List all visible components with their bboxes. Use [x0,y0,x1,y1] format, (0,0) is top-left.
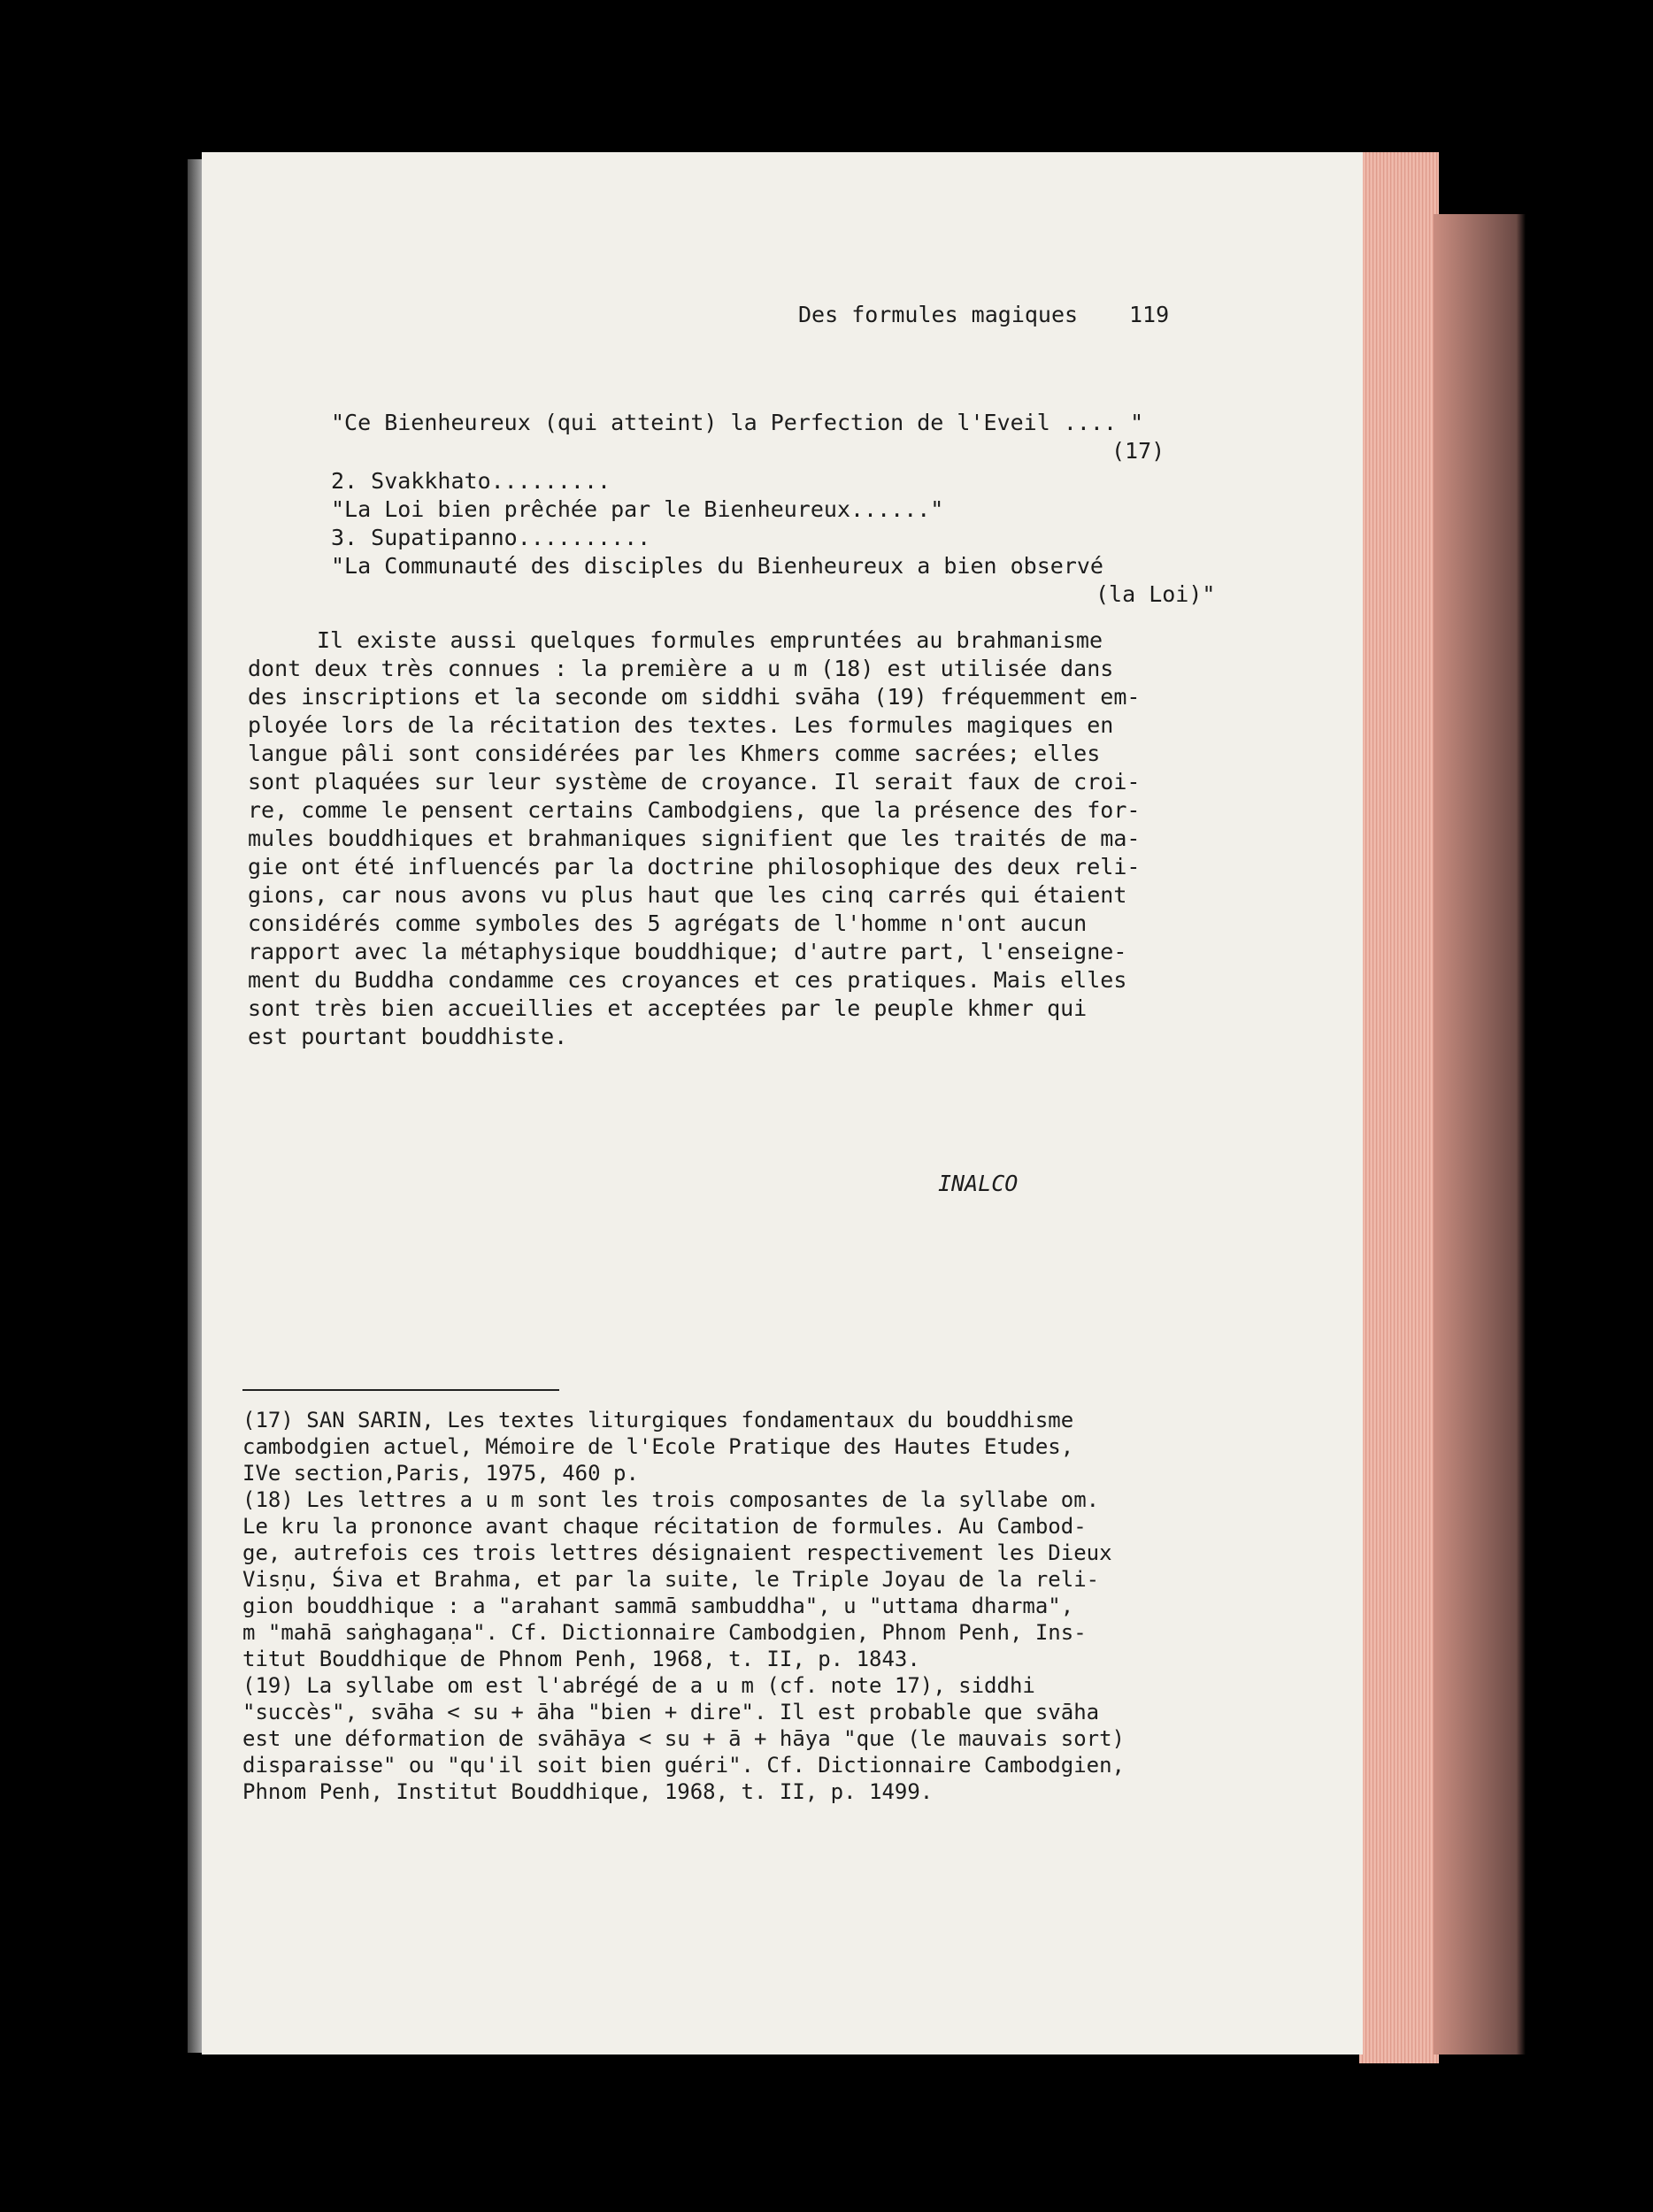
quote-line-2: 2. Svakkhato......... [331,468,611,494]
footnote-line: gion bouddhique : a "arahant sammā sambuddha", u "uttama dharma", [242,1594,1074,1618]
body-line: dont deux très connues : la première a u m (18) est utilisée dans [248,656,1114,681]
body-line: Il existe aussi quelques formules empruntées au brahmanisme [317,627,1103,653]
signature: INALCO [938,1171,1019,1196]
quote-line-6: (la Loi)" [1096,581,1216,607]
footnote-line: (18) Les lettres a u m sont les trois composantes de la syllabe om. [242,1487,1100,1512]
body-line: des inscriptions et la seconde om siddhi svāha (19) fréquemment em- [248,684,1141,710]
book-page-edges [1359,152,1439,2063]
quote-line-4: 3. Supatipanno.......... [331,525,651,550]
footnote-line: Phnom Penh, Institut Bouddhique, 1968, t. II, p. 1499. [242,1779,934,1804]
footnote-line: ge, autrefois ces trois lettres désignaient respectivement les Dieux [242,1540,1112,1565]
body-line: sont très bien accueillies et acceptées par le peuple khmer qui [248,995,1088,1021]
quote-ref-17: (17) [1111,438,1165,464]
footnote-rule [242,1389,559,1391]
body-line: re, comme le pensent certains Cambodgiens, que la présence des for- [248,797,1141,823]
body-line: est pourtant bouddhiste. [248,1024,568,1049]
running-title: Des formules magiques [798,302,1079,327]
body-line: langue pâli sont considérées par les Khmers comme sacrées; elles [248,741,1101,766]
body-line: ployée lors de la récitation des textes. Les formules magiques en [248,712,1114,738]
body-line: rapport avec la métaphysique bouddhique; d'autre part, l'enseigne- [248,939,1127,964]
body-line: gions, car nous avons vu plus haut que les cinq carrés qui étaient [248,882,1127,908]
footnote-line: IVe section,Paris, 1975, 460 p. [242,1461,639,1486]
footnote-line: m "mahā saṅghagaṇa". Cf. Dictionnaire Cambodgien, Phnom Penh, Ins- [242,1620,1087,1645]
body-line: considérés comme symboles des 5 agrégats de l'homme n'ont aucun [248,910,1088,936]
quote-line-5: "La Communauté des disciples du Bienheureux a bien observé [331,553,1103,579]
body-line: ment du Buddha condamme ces croyances et ces pratiques. Mais elles [248,967,1127,993]
footnote-line: "succès", svāha < su + āha "bien + dire". Il est probable que svāha [242,1700,1100,1724]
footnote-line: Le kru la prononce avant chaque récitation de formules. Au Cambod- [242,1514,1087,1539]
book-page [202,152,1363,2055]
footnote-line: titut Bouddhique de Phnom Penh, 1968, t. II, p. 1843. [242,1647,920,1671]
quote-line-3: "La Loi bien prêchée par le Bienheureux......" [331,496,944,522]
body-line: gie ont été influencés par la doctrine philosophique des deux reli- [248,854,1141,879]
quote-line-1: "Ce Bienheureux (qui atteint) la Perfection de l'Eveil .... " [331,410,1144,435]
footnote-line: (17) SAN SARIN, Les textes liturgiques fondamentaux du bouddhisme [242,1408,1074,1432]
footnote-line: (19) La syllabe om est l'abrégé de a u m (cf. note 17), siddhi [242,1673,1035,1698]
footnote-line: est une déformation de svāhāya < su + ā + hāya "que (le mauvais sort) [242,1726,1125,1751]
body-line: mules bouddhiques et brahmaniques signifient que les traités de ma- [248,826,1141,851]
footnote-line: cambodgien actuel, Mémoire de l'Ecole Pratique des Hautes Etudes, [242,1434,1074,1459]
book-page-edges-shadow [1434,214,1526,2055]
footnote-line: Visṇu, Śiva et Brahma, et par la suite, le Triple Joyau de la reli- [242,1567,1100,1592]
page-number: 119 [1129,302,1170,327]
body-line: sont plaquées sur leur système de croyance. Il serait faux de croi- [248,769,1141,795]
footnote-line: disparaisse" ou "qu'il soit bien guéri". Cf. Dictionnaire Cambodgien, [242,1753,1125,1778]
